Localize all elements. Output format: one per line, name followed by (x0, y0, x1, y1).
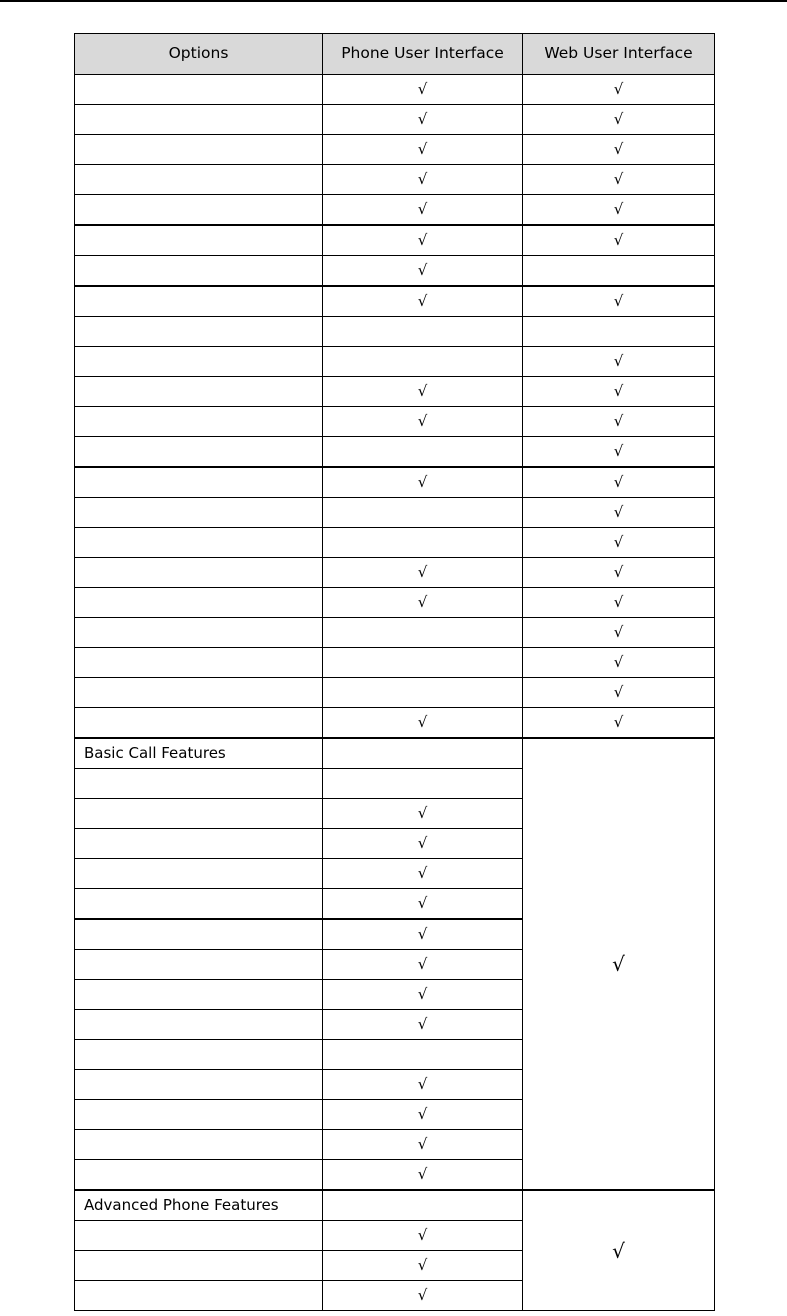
section-title-row (75, 1190, 715, 1221)
web-check-icon: √ (613, 593, 624, 611)
option-cell (75, 648, 323, 678)
phone-ui-cell (323, 1281, 523, 1311)
section-title-row (75, 738, 715, 769)
phone-check-icon: √ (417, 412, 428, 430)
table-row (75, 256, 715, 287)
phone-ui-cell (323, 889, 523, 920)
web-ui-cell (523, 618, 715, 648)
phone-ui-cell (323, 1251, 523, 1281)
option-cell (75, 799, 323, 829)
web-ui-cell (523, 437, 715, 468)
phone-check-icon: √ (417, 985, 428, 1003)
phone-check-icon: √ (417, 1226, 428, 1244)
phone-ui-cell (323, 256, 523, 287)
option-cell (75, 135, 323, 165)
table-row (75, 105, 715, 135)
option-cell (75, 829, 323, 859)
option-cell (75, 980, 323, 1010)
phone-ui-cell (323, 1070, 523, 1100)
phone-check-icon: √ (417, 804, 428, 822)
table-header-row (75, 34, 715, 75)
option-cell (75, 528, 323, 558)
web-check-icon: √ (613, 503, 624, 521)
option-cell (75, 618, 323, 648)
phone-ui-cell (323, 286, 523, 317)
table-row (75, 588, 715, 618)
phone-ui-cell (323, 738, 523, 769)
phone-ui-cell (323, 1190, 523, 1221)
option-cell (75, 1010, 323, 1040)
phone-ui-cell (323, 105, 523, 135)
web-check-icon: √ (612, 1238, 625, 1263)
web-check-icon: √ (613, 80, 624, 98)
option-cell (75, 708, 323, 739)
phone-check-icon: √ (417, 292, 428, 310)
web-check-icon: √ (613, 533, 624, 551)
phone-check-icon: √ (417, 834, 428, 852)
web-ui-cell (523, 467, 715, 498)
phone-ui-cell (323, 950, 523, 980)
phone-ui-cell (323, 467, 523, 498)
phone-ui-cell (323, 407, 523, 437)
web-ui-merged-cell (523, 738, 715, 1190)
web-ui-cell (523, 195, 715, 226)
table-row (75, 678, 715, 708)
phone-ui-cell (323, 919, 523, 950)
table-row (75, 286, 715, 317)
option-cell (75, 317, 323, 347)
web-ui-cell (523, 105, 715, 135)
phone-ui-cell (323, 1040, 523, 1070)
table-row (75, 708, 715, 739)
phone-check-icon: √ (417, 1286, 428, 1304)
page-top-rule (0, 0, 787, 2)
option-cell (75, 75, 323, 105)
table-row (75, 407, 715, 437)
option-cell (75, 225, 323, 256)
phone-check-icon: √ (417, 955, 428, 973)
phone-ui-cell (323, 1130, 523, 1160)
option-cell (75, 407, 323, 437)
web-ui-cell (523, 165, 715, 195)
phone-check-icon: √ (417, 1135, 428, 1153)
web-check-icon: √ (613, 170, 624, 188)
phone-ui-cell (323, 1100, 523, 1130)
phone-check-icon: √ (417, 1165, 428, 1183)
table-row (75, 648, 715, 678)
phone-check-icon: √ (417, 231, 428, 249)
header-options: Options (75, 34, 323, 75)
web-ui-cell (523, 648, 715, 678)
phone-ui-cell (323, 708, 523, 739)
table-row (75, 135, 715, 165)
phone-ui-cell (323, 588, 523, 618)
web-ui-cell (523, 225, 715, 256)
web-ui-cell (523, 135, 715, 165)
web-check-icon: √ (613, 200, 624, 218)
phone-ui-cell (323, 165, 523, 195)
phone-ui-cell (323, 75, 523, 105)
phone-ui-cell (323, 347, 523, 377)
web-check-icon: √ (613, 352, 624, 370)
option-cell (75, 498, 323, 528)
phone-check-icon: √ (417, 1105, 428, 1123)
option-cell (75, 558, 323, 588)
web-ui-cell (523, 75, 715, 105)
phone-check-icon: √ (417, 110, 428, 128)
phone-check-icon: √ (417, 925, 428, 943)
table-row (75, 618, 715, 648)
table-row (75, 75, 715, 105)
section-title-basic-call-features: Basic Call Features (75, 738, 323, 769)
phone-check-icon: √ (417, 140, 428, 158)
web-check-icon: √ (613, 683, 624, 701)
phone-ui-cell (323, 1221, 523, 1251)
phone-ui-cell (323, 1160, 523, 1191)
phone-ui-cell (323, 135, 523, 165)
web-ui-cell (523, 286, 715, 317)
web-check-icon: √ (613, 140, 624, 158)
option-cell (75, 950, 323, 980)
web-check-icon: √ (613, 653, 624, 671)
option-cell (75, 195, 323, 226)
web-ui-cell (523, 347, 715, 377)
phone-check-icon: √ (417, 864, 428, 882)
phone-ui-cell (323, 195, 523, 226)
phone-check-icon: √ (417, 1075, 428, 1093)
phone-check-icon: √ (417, 80, 428, 98)
option-cell (75, 889, 323, 920)
option-cell (75, 1130, 323, 1160)
web-check-icon: √ (613, 412, 624, 430)
option-cell (75, 1100, 323, 1130)
web-ui-cell (523, 407, 715, 437)
web-ui-cell (523, 317, 715, 347)
table-row (75, 528, 715, 558)
phone-ui-cell (323, 678, 523, 708)
phone-check-icon: √ (417, 473, 428, 491)
web-check-icon: √ (613, 292, 624, 310)
option-cell (75, 256, 323, 287)
table-row (75, 317, 715, 347)
web-check-icon: √ (613, 382, 624, 400)
web-ui-cell (523, 588, 715, 618)
web-ui-cell (523, 528, 715, 558)
table-row (75, 498, 715, 528)
option-cell (75, 859, 323, 889)
header-phone-ui: Phone User Interface (323, 34, 523, 75)
feature-options-table (74, 33, 715, 1311)
phone-ui-cell (323, 528, 523, 558)
web-check-icon: √ (613, 110, 624, 128)
phone-ui-cell (323, 317, 523, 347)
option-cell (75, 165, 323, 195)
option-cell (75, 1160, 323, 1191)
web-check-icon: √ (612, 952, 625, 976)
header-web-ui: Web User Interface (523, 34, 715, 75)
web-check-icon: √ (613, 713, 624, 731)
web-ui-cell (523, 377, 715, 407)
table-row (75, 195, 715, 226)
table-row (75, 225, 715, 256)
phone-ui-cell (323, 498, 523, 528)
phone-check-icon: √ (417, 713, 428, 731)
web-ui-merged-cell (523, 1190, 715, 1311)
phone-ui-cell (323, 225, 523, 256)
option-cell (75, 588, 323, 618)
phone-check-icon: √ (417, 261, 428, 279)
phone-ui-cell (323, 799, 523, 829)
table-row (75, 437, 715, 468)
web-ui-cell (523, 498, 715, 528)
option-cell (75, 437, 323, 468)
table-row (75, 165, 715, 195)
web-check-icon: √ (613, 231, 624, 249)
phone-check-icon: √ (417, 1256, 428, 1274)
phone-ui-cell (323, 829, 523, 859)
phone-ui-cell (323, 618, 523, 648)
table-row (75, 467, 715, 498)
table-row (75, 377, 715, 407)
web-check-icon: √ (613, 623, 624, 641)
phone-ui-cell (323, 980, 523, 1010)
phone-check-icon: √ (417, 563, 428, 581)
phone-ui-cell (323, 648, 523, 678)
phone-check-icon: √ (417, 894, 428, 912)
web-ui-cell (523, 678, 715, 708)
phone-ui-cell (323, 859, 523, 889)
option-cell (75, 1281, 323, 1311)
option-cell (75, 1251, 323, 1281)
phone-check-icon: √ (417, 200, 428, 218)
option-cell (75, 467, 323, 498)
phone-check-icon: √ (417, 382, 428, 400)
section-title-advanced-phone-features: Advanced Phone Features (75, 1190, 323, 1221)
web-ui-cell (523, 256, 715, 287)
option-cell (75, 347, 323, 377)
option-cell (75, 1070, 323, 1100)
web-check-icon: √ (613, 473, 624, 491)
table-row (75, 347, 715, 377)
option-cell (75, 769, 323, 799)
phone-ui-cell (323, 377, 523, 407)
web-check-icon: √ (613, 563, 624, 581)
web-ui-cell (523, 708, 715, 739)
phone-ui-cell (323, 769, 523, 799)
option-cell (75, 286, 323, 317)
option-cell (75, 678, 323, 708)
phone-check-icon: √ (417, 1015, 428, 1033)
web-ui-cell (523, 558, 715, 588)
option-cell (75, 1221, 323, 1251)
phone-check-icon: √ (417, 170, 428, 188)
phone-ui-cell (323, 1010, 523, 1040)
option-cell (75, 919, 323, 950)
phone-ui-cell (323, 437, 523, 468)
option-cell (75, 377, 323, 407)
phone-ui-cell (323, 558, 523, 588)
option-cell (75, 105, 323, 135)
table-body (75, 75, 715, 1311)
phone-check-icon: √ (417, 593, 428, 611)
option-cell (75, 1040, 323, 1070)
table-row (75, 558, 715, 588)
web-check-icon: √ (613, 442, 624, 460)
